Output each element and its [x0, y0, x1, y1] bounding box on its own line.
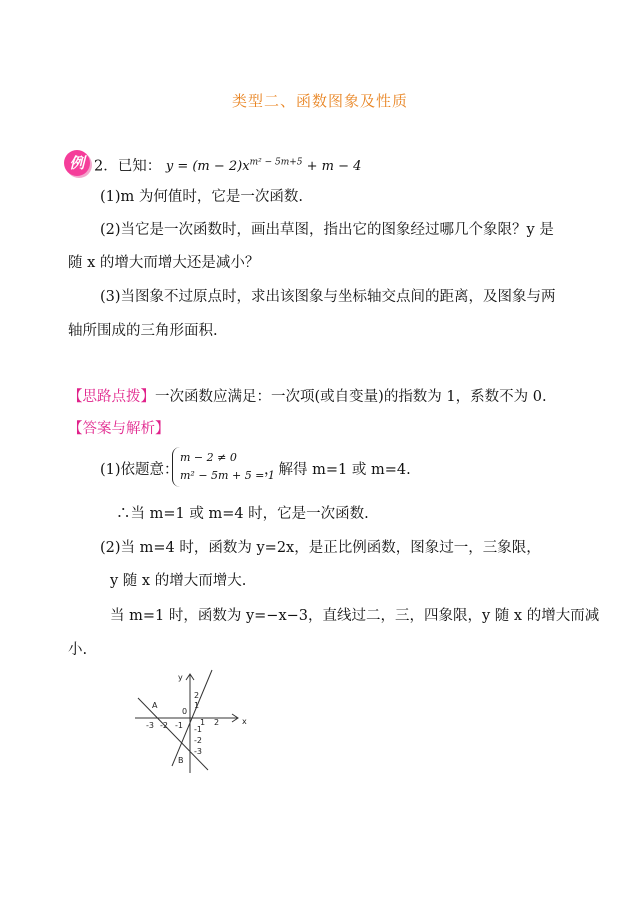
answer-2-line-1: (2)当 m=4 时，函数为 y=2x，是正比例函数，图象过一，三象限，: [100, 540, 541, 556]
x-axis-label: x: [242, 717, 247, 726]
y-tick-label: -1: [194, 725, 202, 734]
example-number: 2．已知：: [94, 158, 162, 175]
answer-2-line-2: y 随 x 的增大而增大.: [110, 573, 247, 589]
point-b-label: B: [178, 756, 184, 765]
x-tick-label: 2: [214, 718, 220, 727]
origin-label: 0: [182, 707, 188, 716]
answer-tag: 【答案与解析】: [68, 421, 170, 437]
y-tick-label: -3: [194, 747, 202, 756]
point-a-label: A: [152, 701, 158, 710]
answer-2-line-3: 当 m=1 时，函数为 y=−x−3，直线过二，三，四象限，y 随 x 的增大而减: [110, 608, 600, 624]
y-axis-label: y: [178, 673, 183, 682]
x-tick-label: -2: [160, 721, 168, 730]
answer-1-suffix: ，解得 m=1 或 m=4.: [264, 462, 411, 478]
x-tick-label: -1: [175, 721, 183, 730]
answer-1-conclusion: ∴当 m=1 或 m=4 时，它是一次函数.: [116, 506, 369, 522]
y-tick-label: 1: [194, 701, 200, 710]
hint-text: 一次函数应满足：一次项(或自变量)的指数为 1，系数不为 0.: [155, 389, 547, 405]
section-title: 类型二、函数图象及性质: [231, 92, 408, 110]
hint-line: [68, 387, 547, 407]
function-graph: [130, 668, 260, 778]
question-2-line-1: (2)当它是一次函数时，画出草图，指出它的图象经过哪几个象限？y 是: [100, 222, 554, 238]
x-tick-label: -3: [146, 721, 154, 730]
example-badge: 例: [64, 150, 90, 176]
question-1: (1)m 为何值时，它是一次函数.: [100, 189, 304, 205]
y-tick-label: 2: [194, 691, 200, 700]
y-tick-label: -2: [194, 736, 202, 745]
question-3-line-1: (3)当图象不过原点时，求出该图象与坐标轴交点间的距离，及图象与两: [100, 289, 556, 305]
question-3-line-2: 轴所围成的三角形面积.: [68, 323, 218, 339]
x-tick-label: 1: [200, 718, 206, 727]
equation-line-1: m − 2 ≠ 0: [180, 451, 237, 464]
equation-line-2: m² − 5m + 5 = 1: [180, 469, 275, 482]
example-header: [94, 153, 361, 177]
answer-2-line-4: 小.: [68, 642, 88, 658]
question-2-line-2: 随 x 的增大而增大还是减小？: [68, 255, 260, 271]
example-formula: $y = (m - 2)x^{m^2 - 5m+5} + m - 4$: [165, 158, 362, 175]
answer-1-prefix: (1)依题意：: [100, 462, 179, 478]
equation-system: [180, 449, 275, 485]
hint-tag: 【思路点拨】: [68, 389, 155, 405]
